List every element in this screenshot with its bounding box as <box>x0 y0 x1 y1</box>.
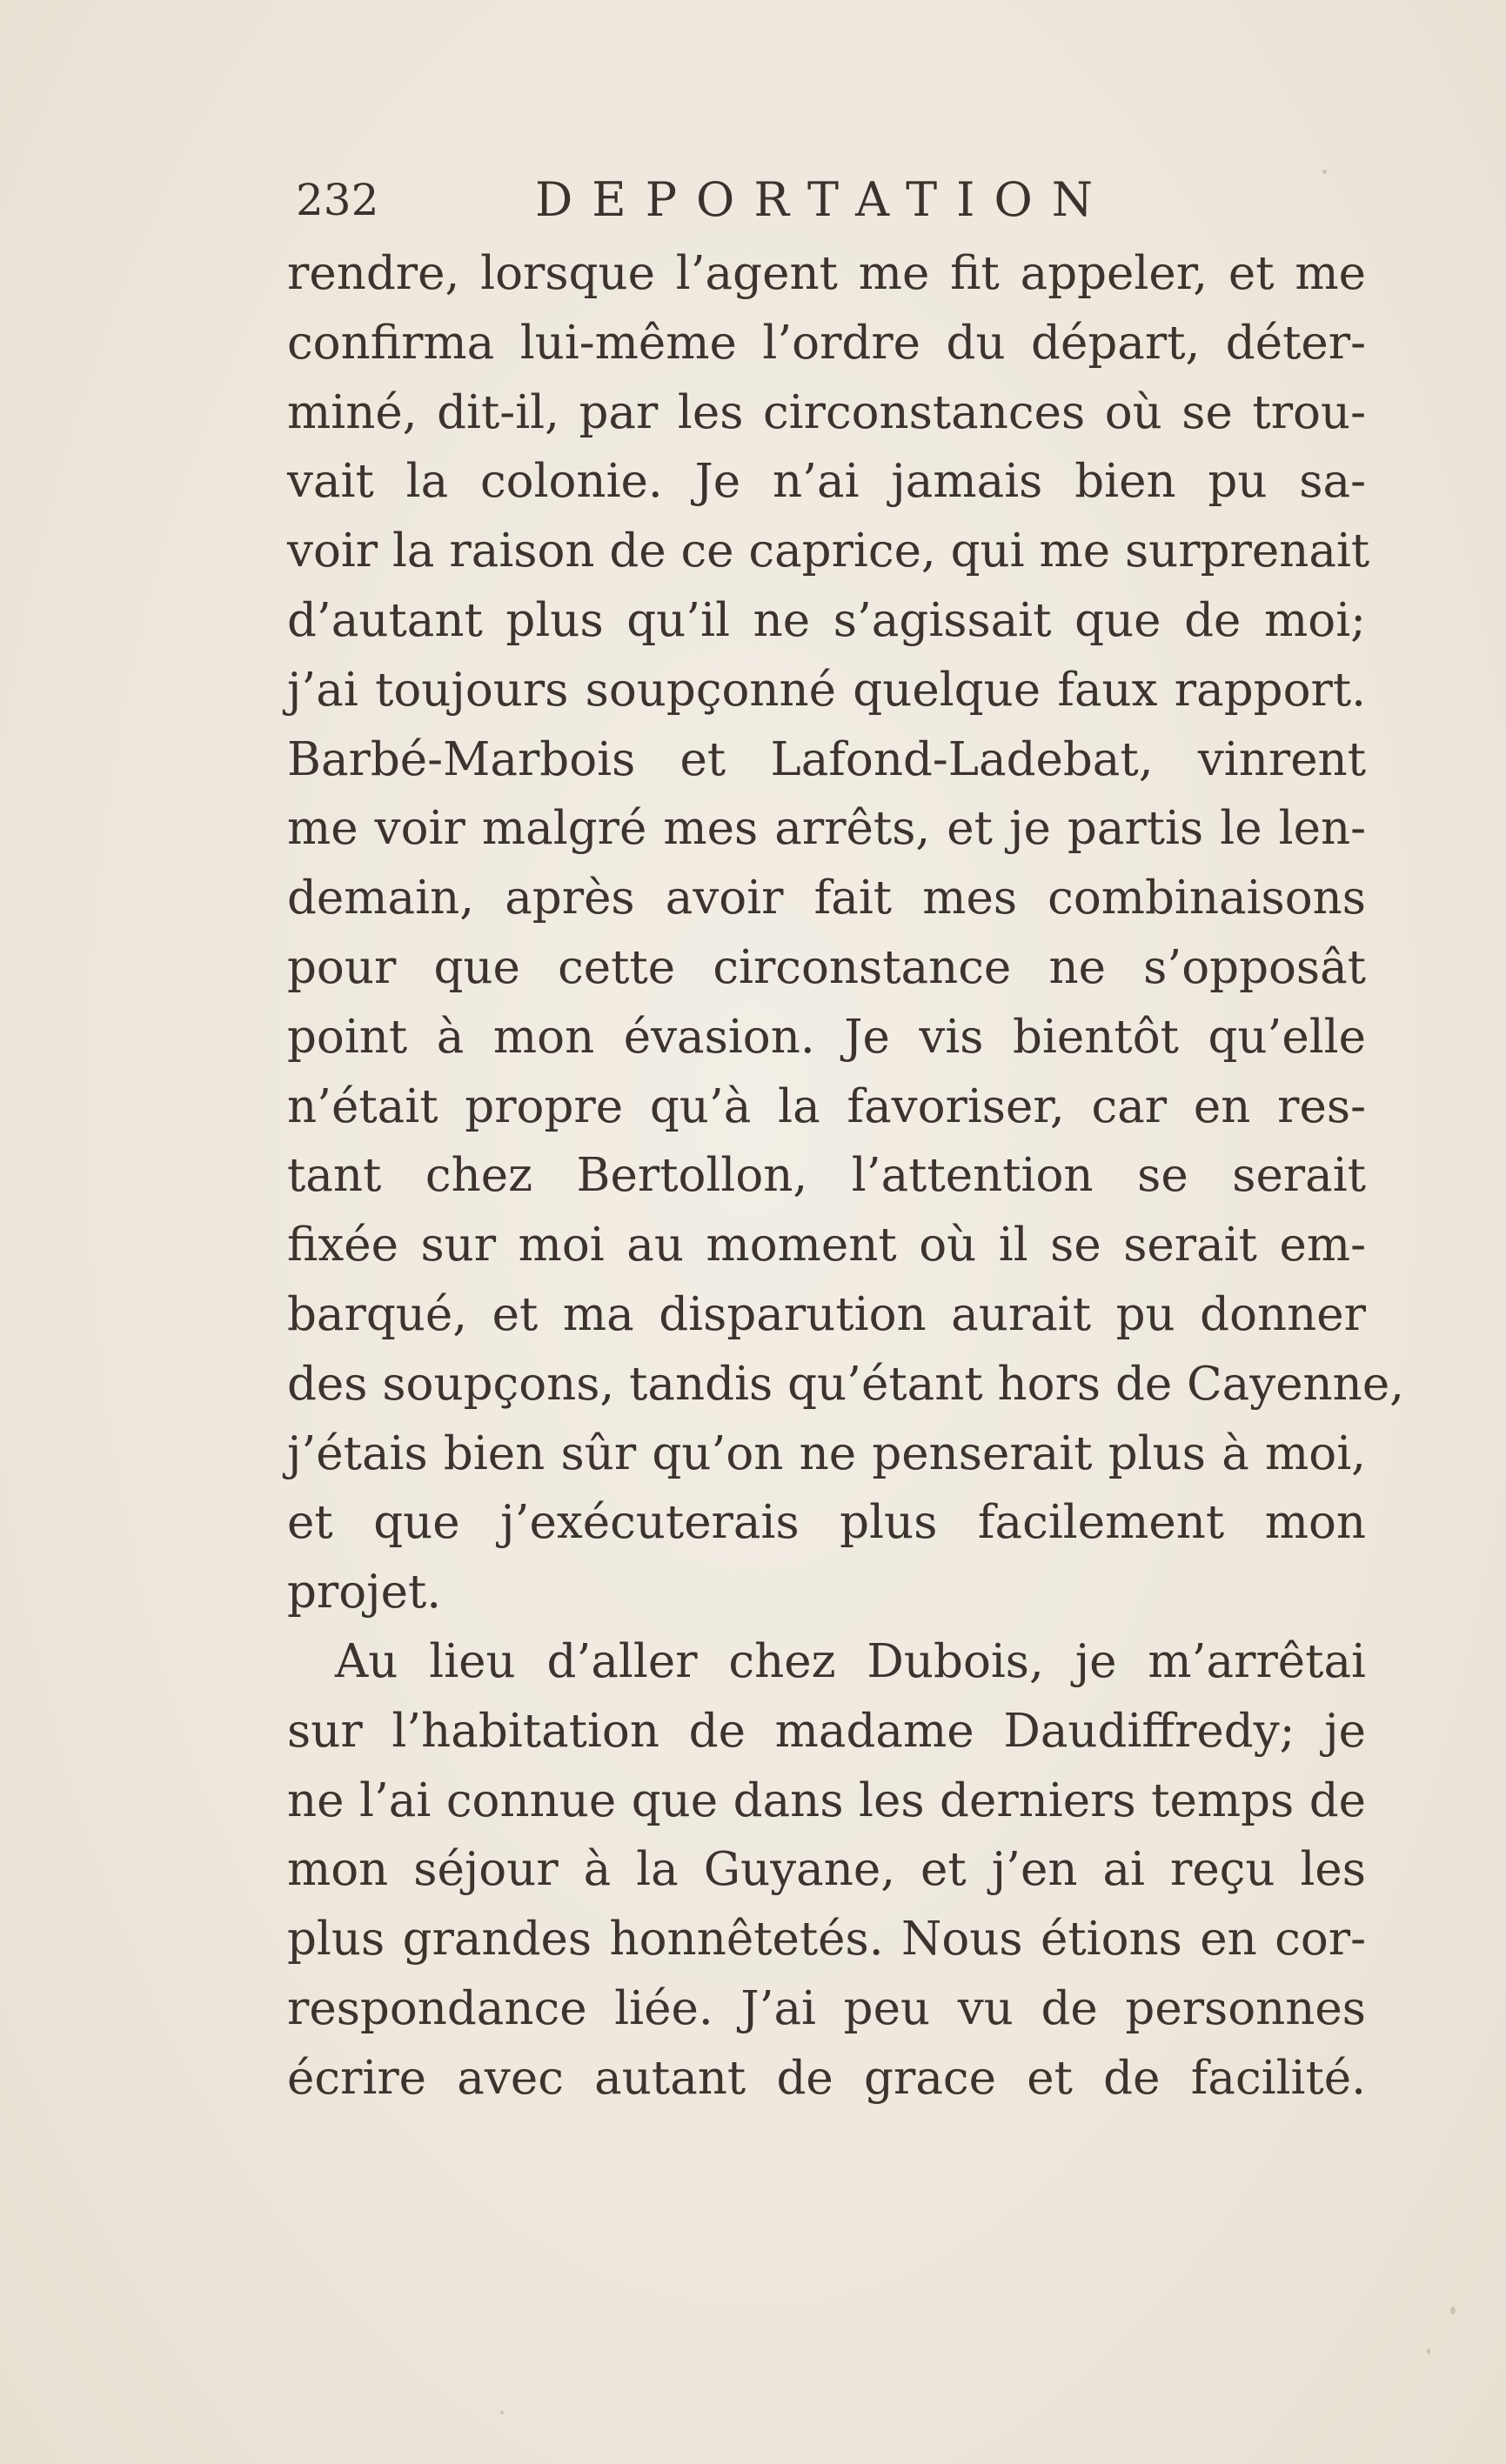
text-line: demain, après avoir fait mes combinaisons <box>287 871 1366 925</box>
paper-speck <box>1322 170 1327 174</box>
text-line: confirma lui-même l’ordre du départ, déter- <box>287 316 1366 370</box>
text-line: d’autant plus qu’il ne s’agissait que de moi; <box>287 593 1366 647</box>
text-line: mon séjour à la Guyane, et j’en ai reçu les <box>287 1843 1366 1897</box>
text-line: j’étais bien sûr qu’on ne penserait plus à moi, <box>287 1426 1366 1480</box>
text-line: sur l’habitation de madame Daudiffredy; je <box>287 1704 1366 1758</box>
text-line: vait la colonie. Je n’ai jamais bien pu sa- <box>287 455 1366 509</box>
paragraph-end-line: projet. <box>287 1566 442 1619</box>
text-line: plus grandes honnêtetés. Nous étions en cor- <box>287 1913 1366 1967</box>
text-line: Barbé-Marbois et Lafond-Ladebat, vinrent <box>287 732 1366 786</box>
page-header <box>287 165 1383 235</box>
text-line: respondance liée. J’ai peu vu de personnes <box>287 1981 1366 2035</box>
running-head: DEPORTATION <box>535 172 1113 227</box>
text-line: des soupçons, tandis qu’étant hors de Cayenne, <box>287 1357 1405 1411</box>
text-line: j’ai toujours soupçonné quelque faux rapport. <box>287 663 1366 717</box>
text-line: tant chez Bertollon, l’attention se serait <box>287 1149 1366 1203</box>
text-line: ne l’ai connue que dans les derniers temps de <box>287 1773 1366 1827</box>
paper-speck <box>500 2411 504 2414</box>
text-line: et que j’exécuterais plus facilement mon <box>287 1496 1366 1550</box>
page-number: 232 <box>296 175 379 225</box>
text-line: rendre, lorsque l’agent me fit appeler, et me <box>287 247 1366 300</box>
text-line: barqué, et ma disparution aurait pu donner <box>287 1287 1366 1341</box>
text-line: miné, dit-il, par les circonstances où se trou- <box>287 385 1366 439</box>
paper-speck <box>1427 2348 1430 2354</box>
text-line: fixée sur moi au moment où il se serait em- <box>287 1219 1366 1272</box>
text-line: écrire avec autant de grace et de facilité. <box>287 2051 1366 2105</box>
paper-speck <box>1450 2307 1456 2314</box>
paragraph-start-line: Au lieu d’aller chez Dubois, je m’arrêtai <box>335 1634 1366 1688</box>
text-line: n’était propre qu’à la favoriser, car en res- <box>287 1079 1366 1133</box>
text-line: voir la raison de ce caprice, qui me surprenait <box>287 524 1370 578</box>
body-text <box>287 239 1405 2113</box>
text-line: me voir malgré mes arrêts, et je partis le len- <box>287 802 1366 856</box>
text-line: point à mon évasion. Je vis bientôt qu’elle <box>287 1010 1366 1064</box>
text-line: pour que cette circonstance ne s’opposât <box>287 940 1366 994</box>
